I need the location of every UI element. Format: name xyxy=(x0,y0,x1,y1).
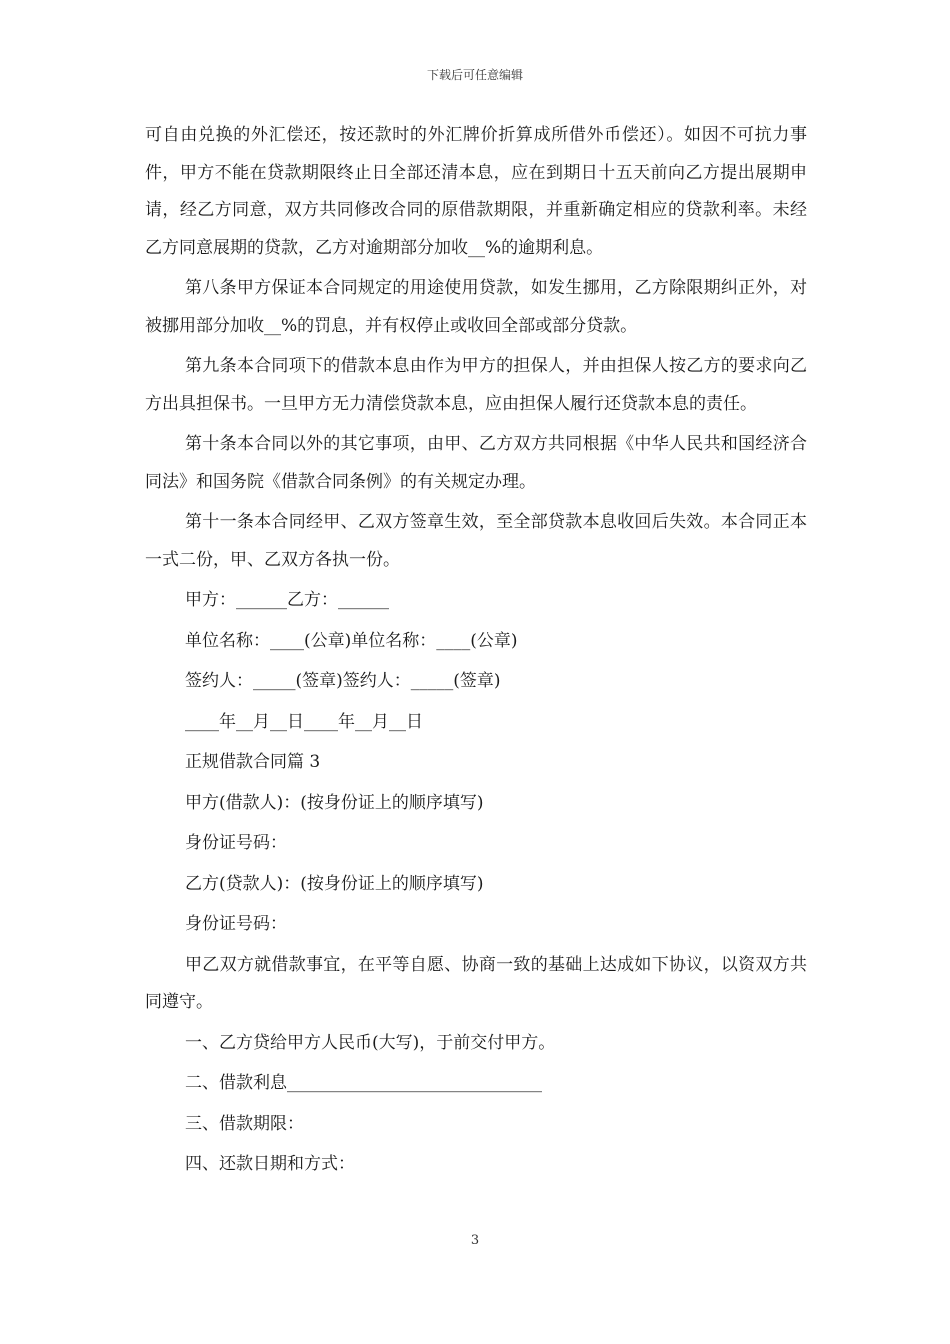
unit-name-line: 单位名称：____(公章)单位名称：____(公章) xyxy=(185,630,518,651)
clause-10: 第十条本合同以外的其它事项，由甲、乙方双方共同根据《中华人民共和国经济合同法》和国务院《借款合同条例》的有关规定办理。 xyxy=(145,434,807,492)
item-1: 一、乙方贷给甲方人民币(大写)，于前交付甲方。 xyxy=(185,1032,556,1053)
item-3: 三、借款期限： xyxy=(185,1113,304,1134)
document-body xyxy=(145,117,807,1187)
party-signature-line: 甲方：______乙方：______ xyxy=(185,590,389,610)
clause-8: 第八条甲方保证本合同规定的用途使用贷款，如发生挪用，乙方除限期纠正外，对被挪用部分加收__%的罚息，并有权停止或收回全部或部分贷款。 xyxy=(145,278,807,336)
section-title: 正规借款合同篇 3 xyxy=(185,752,321,772)
borrower-id-line: 身份证号码： xyxy=(185,833,287,853)
clause-11: 第十一条本合同经甲、乙双方签章生效，至全部贷款本息收回后失效。本合同正本一式二份，甲、乙双方各执一份。 xyxy=(145,512,807,570)
agreement-intro: 甲乙双方就借款事宜，在平等自愿、协商一致的基础上达成如下协议，以资双方共同遵守。 xyxy=(145,954,807,1012)
lender-line: 乙方(贷款人)：(按身份证上的顺序填写) xyxy=(185,873,484,894)
clause-9: 第九条本合同项下的借款本息由作为甲方的担保人，并由担保人按乙方的要求向乙方出具担保书。一旦甲方无力清偿贷款本息，应由担保人履行还贷款本息的责任。 xyxy=(145,356,807,414)
item-2: 二、借款利息______________________________ xyxy=(185,1073,542,1093)
page-number: 3 xyxy=(470,1233,480,1248)
date-line: ____年__月__日____年__月__日 xyxy=(185,711,423,732)
paragraph-continuation: 可自由兑换的外汇偿还，按还款时的外汇牌价折算成所借外币偿还）。如因不可抗力事件，甲方不能在贷款期限终止日全部还清本息，应在到期日十五天前向乙方提出展期申请，经乙方同意，双方共同修改合同的原借款期限，并重新确定相应的贷款利率。未经乙方同意展期的贷款，乙方对逾期部分加收__%的逾期利息。 xyxy=(145,125,807,258)
borrower-line: 甲方(借款人)：(按身份证上的顺序填写) xyxy=(185,792,484,813)
page-header: 下载后可任意编辑 xyxy=(426,68,523,82)
signatory-line: 签约人：_____(签章)签约人：_____(签章) xyxy=(185,671,501,691)
lender-id-line: 身份证号码： xyxy=(185,914,287,934)
item-4: 四、还款日期和方式： xyxy=(185,1154,355,1174)
